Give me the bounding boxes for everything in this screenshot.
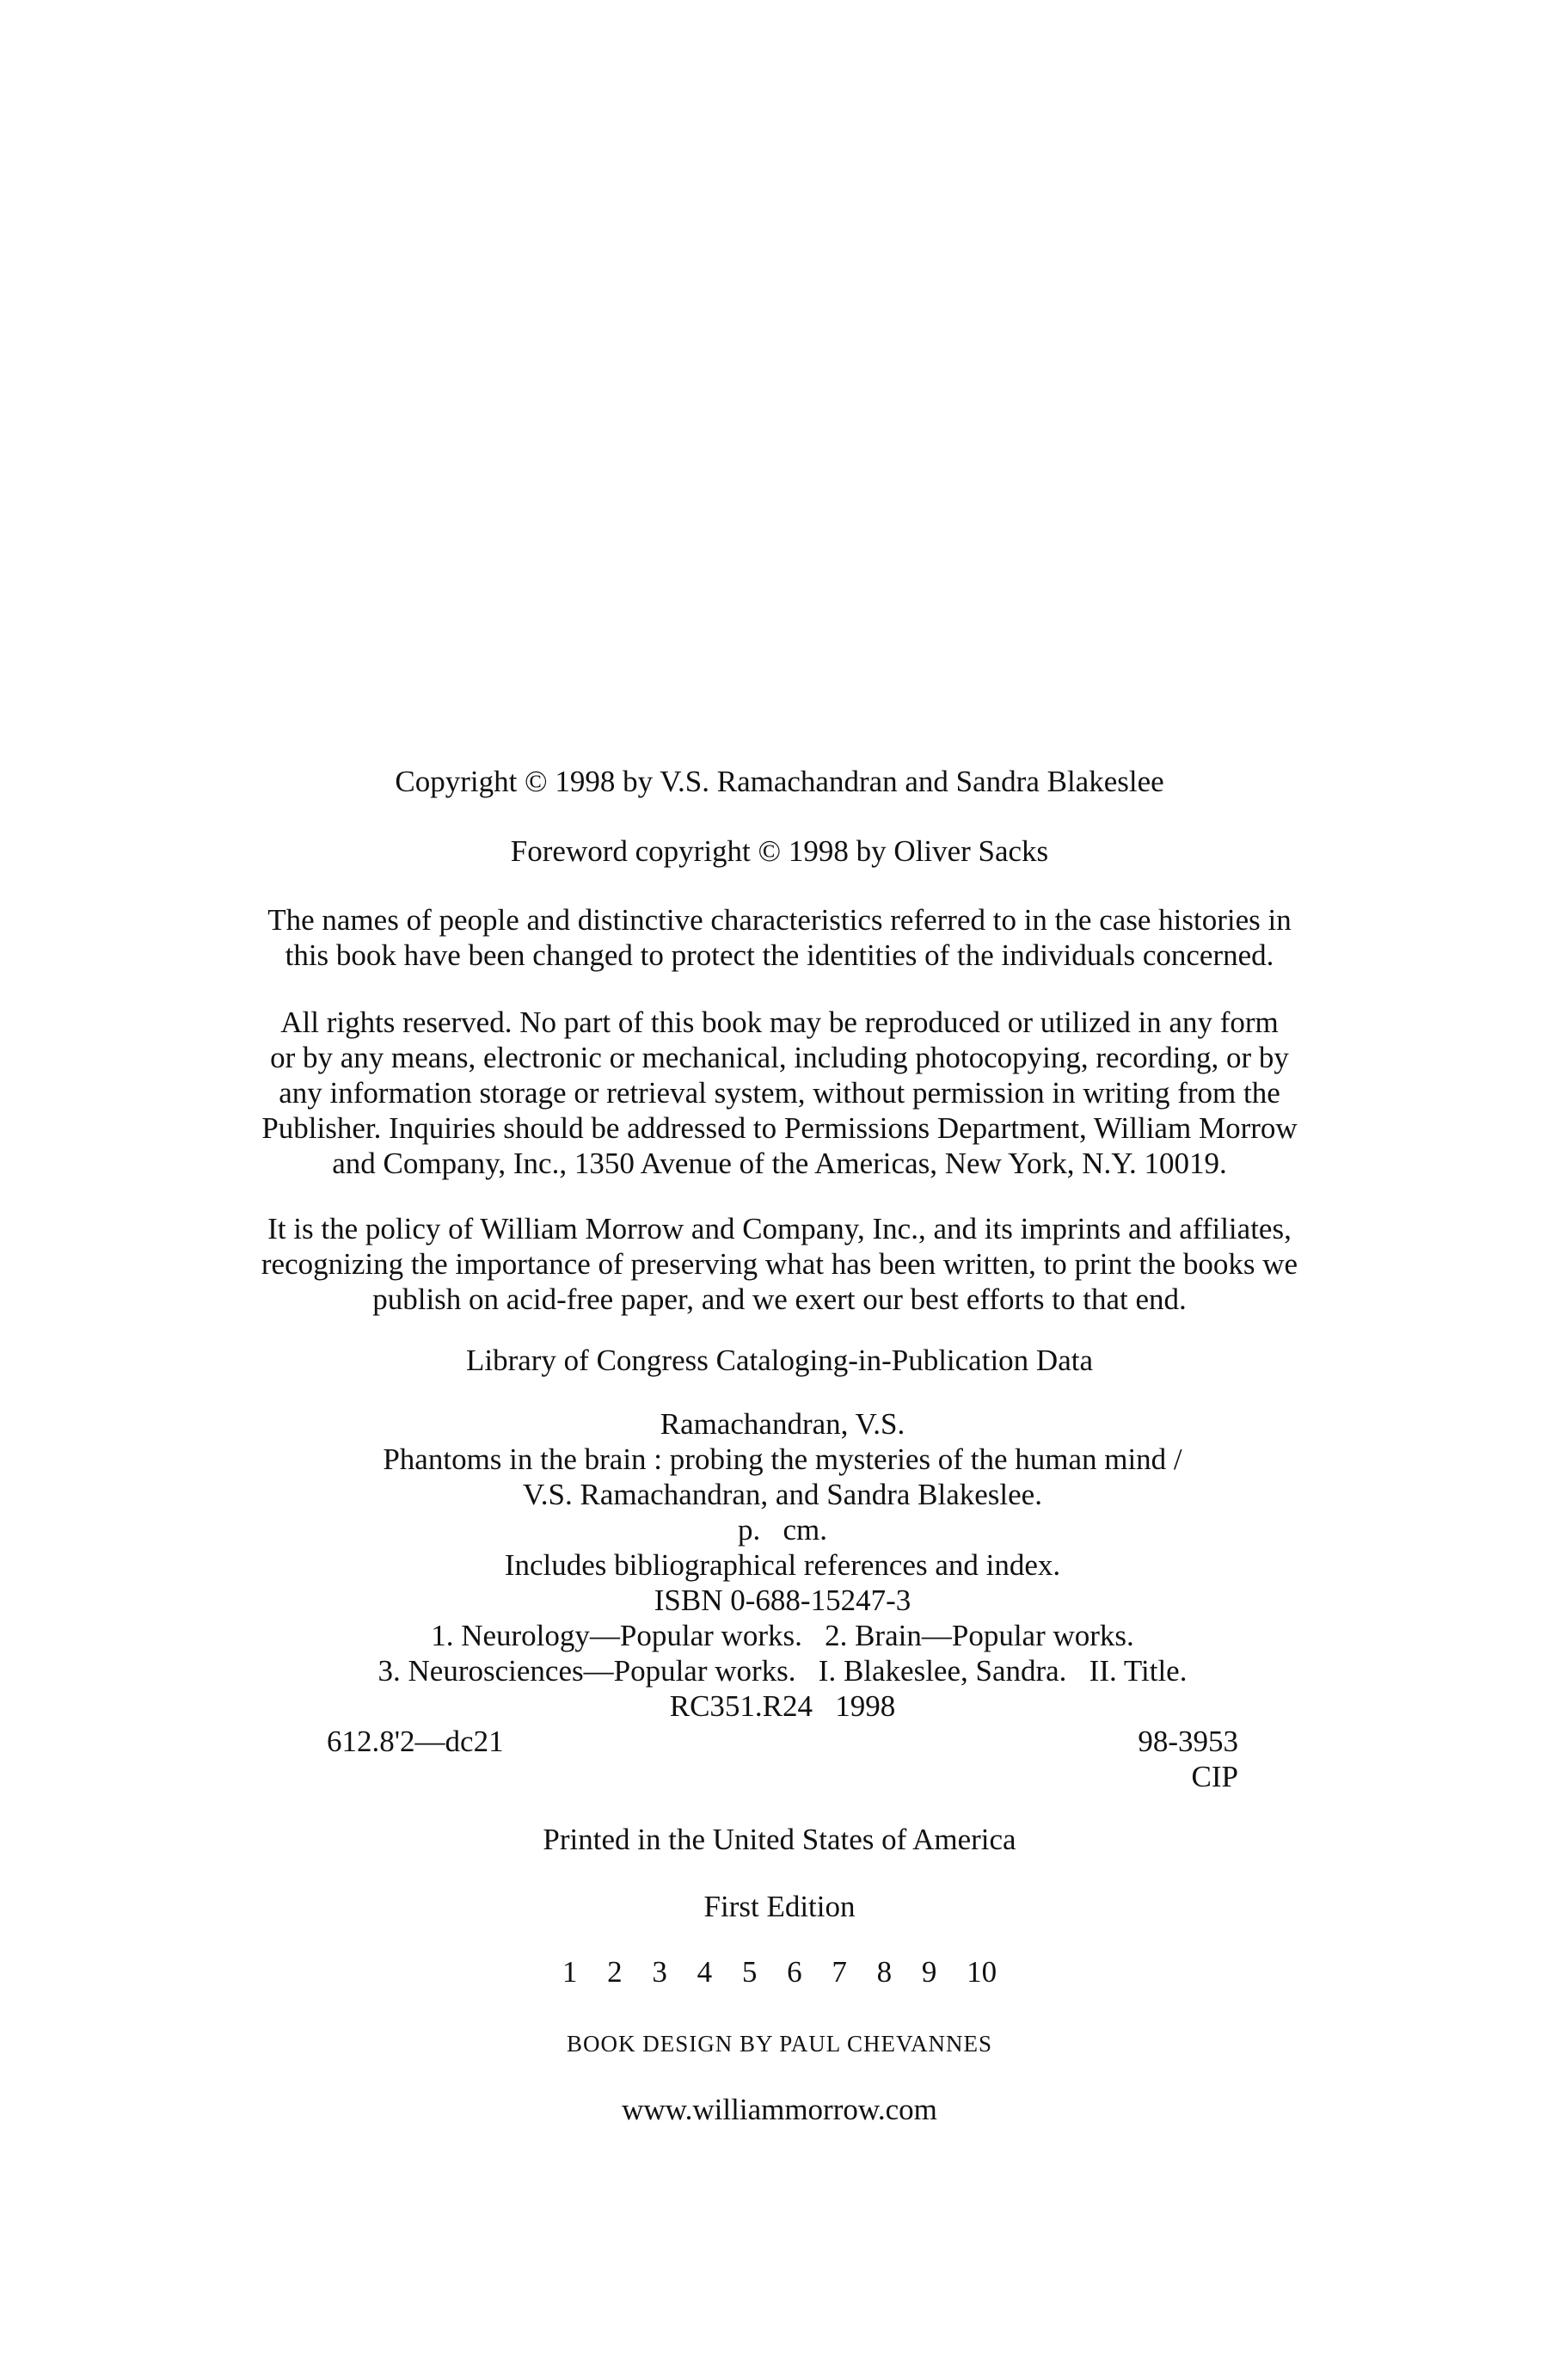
printer-key-number: 1 [562,1955,578,1989]
cip-heading [0,1343,1559,1378]
cip-subjects-continued: 3. Neurosciences—Popular works. I. Blakeslee, Sandra. II. Title. [377,1654,1188,1688]
cip-isbn: ISBN 0-688-15247-3 [654,1584,911,1617]
names-notice-line: The names of people and distinctive characteristics referred to in the case histories in [267,903,1292,937]
rights-line: or by any means, electronic or mechanical, including photocopying, recording, or by [270,1041,1289,1074]
cip-subjects: 1. Neurology—Popular works. 2. Brain—Popular works. [431,1619,1134,1652]
cip-title-continued: V.S. Ramachandran, and Sandra Blakeslee. [523,1478,1042,1511]
printed-line: Printed in the United States of America [543,1823,1016,1856]
printer-key [0,1954,1559,1989]
copyright-line: Copyright © 1998 by V.S. Ramachandran and Sandra Blakeslee [395,765,1164,798]
policy-line: recognizing the importance of preserving what has been written, to print the books we [261,1247,1298,1281]
printer-key-number: 3 [652,1955,667,1989]
book-design-credit [0,2026,1559,2062]
cip-lccn: 98-3953 [1138,1725,1238,1758]
cip-dewey: 612.8'2—dc21 [327,1725,504,1758]
printer-key-number: 4 [697,1955,713,1989]
printer-key-number: 7 [832,1955,847,1989]
policy-line: publish on acid-free paper, and we exert our best efforts to that end. [372,1282,1187,1316]
printer-key-number: 6 [787,1955,802,1989]
foreword-notice [0,833,1559,869]
printer-key-number: 9 [921,1955,937,1989]
cip-pages: p. cm. [737,1513,827,1547]
rights-line: any information storage or retrieval system, without permission in writing from the [279,1076,1280,1110]
printed-notice [0,1822,1559,1857]
rights-notice [0,1005,1559,1181]
printer-key-number: 10 [967,1955,997,1989]
rights-line: and Company, Inc., 1350 Avenue of the Americas, New York, N.Y. 10019. [332,1147,1227,1180]
website-link[interactable]: www.williammorrow.com [622,2093,937,2126]
cip-data [327,1406,1238,1794]
printer-key-number: 2 [607,1955,623,1989]
edition-line: First Edition [703,1890,856,1923]
edition-notice [0,1889,1559,1924]
printer-key-number: 5 [741,1955,758,1989]
paper-policy [0,1211,1559,1317]
cip-includes: Includes bibliographical references and index. [504,1548,1061,1582]
cip-author: Ramachandran, V.S. [660,1407,905,1441]
rights-line: All rights reserved. No part of this book may be reproduced or utilized in any form [280,1006,1279,1039]
printer-key-number: 8 [876,1955,893,1989]
cip-call-number: RC351.R24 1998 [669,1689,896,1723]
cip-mark-row [327,1759,1238,1794]
names-notice-line: this book have been changed to protect the identities of the individuals concerned. [285,938,1274,972]
names-notice [0,902,1559,973]
rights-line: Publisher. Inquiries should be addressed to Permissions Department, William Morrow [261,1111,1298,1145]
publisher-website[interactable] [0,2092,1559,2127]
cip-mark: CIP [1191,1760,1238,1793]
policy-line: It is the policy of William Morrow and Company, Inc., and its imprints and affiliates, [267,1212,1292,1245]
cip-classification-row [327,1724,1238,1759]
copyright-notice [0,764,1559,799]
foreword-line: Foreword copyright © 1998 by Oliver Sacks [510,834,1049,868]
design-line: BOOK DESIGN BY PAUL CHEVANNES [566,2031,993,2057]
cip-heading-line: Library of Congress Cataloging-in-Publication Data [465,1344,1093,1377]
cip-title: Phantoms in the brain : probing the mysteries of the human mind / [383,1442,1182,1476]
